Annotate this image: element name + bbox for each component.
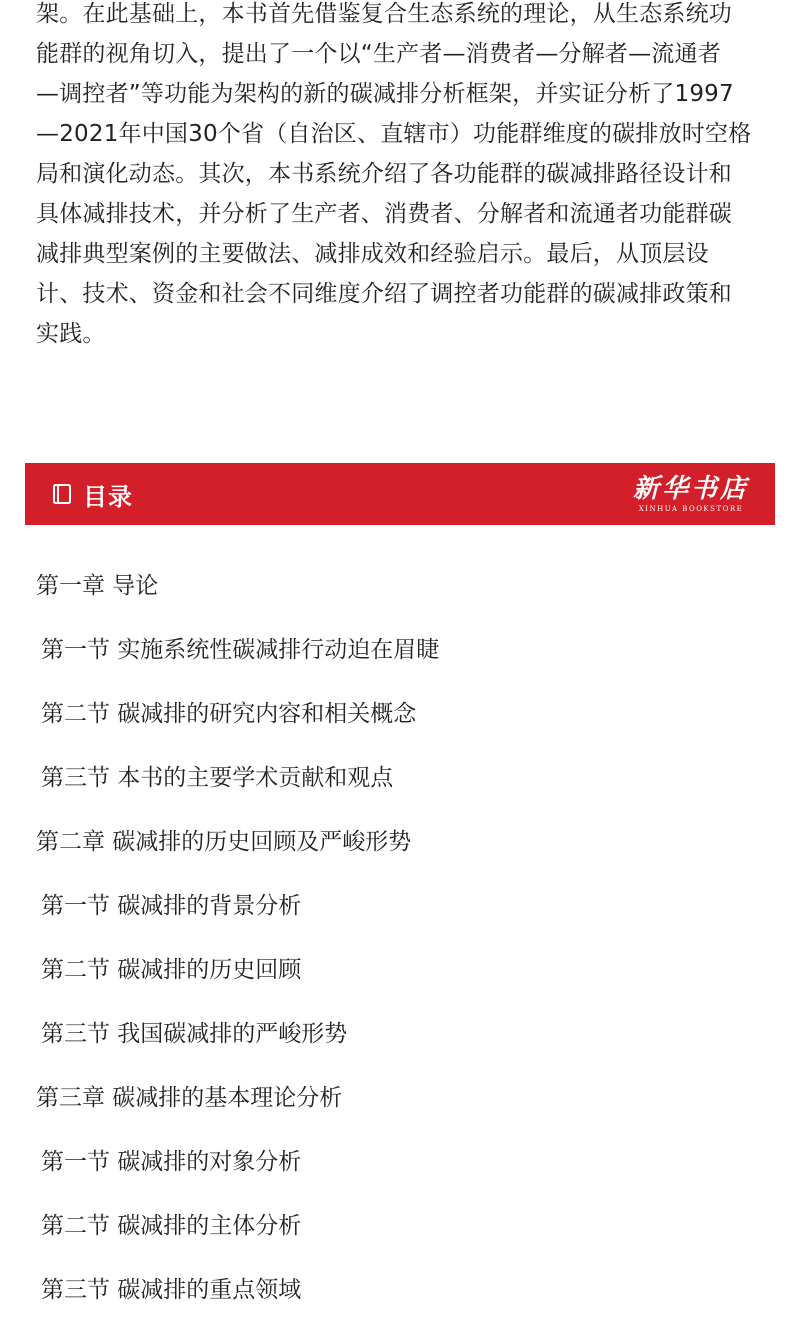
description-line: 架。在此基础上，本书首先借鉴复合生态系统的理论，从生态系统功	[36, 1, 732, 27]
toc-section: 第三节 我国碳减排的严峻形势	[41, 1021, 348, 1047]
toc-chapter: 第三章 碳减排的基本理论分析	[36, 1085, 343, 1111]
toc-chapter: 第二章 碳减排的历史回顾及严峻形势	[36, 829, 412, 855]
toc-section: 第二节 碳减排的历史回顾	[41, 957, 302, 983]
xinhua-bookstore-logo	[633, 475, 749, 513]
description-line: 计、技术、资金和社会不同维度介绍了调控者功能群的碳减排政策和	[36, 281, 732, 307]
toc-section: 第三节 碳减排的重点领域	[41, 1277, 302, 1303]
description-line: 减排典型案例的主要做法、减排成效和经验启示。最后，从顶层设	[36, 241, 709, 267]
toc-section: 第一节 实施系统性碳减排行动迫在眉睫	[41, 637, 440, 663]
toc-section: 第二节 碳减排的研究内容和相关概念	[41, 701, 417, 727]
description-line: —调控者”等功能为架构的新的碳减排分析框架，并实证分析了1997	[36, 81, 734, 107]
toc-title-group	[51, 477, 133, 512]
table-of-contents	[36, 566, 439, 1334]
brand-chinese: 新华书店	[632, 474, 749, 504]
book-description	[36, 0, 760, 354]
description-line: 局和演化动态。其次，本书系统介绍了各功能群的碳减排路径设计和	[36, 161, 732, 187]
toc-title: 目录	[83, 482, 133, 511]
toc-section: 第一节 碳减排的对象分析	[41, 1149, 302, 1175]
toc-section: 第三节 本书的主要学术贡献和观点	[41, 765, 394, 791]
brand-english: XINHUA BOOKSTORE	[638, 505, 744, 513]
toc-chapter: 第一章 导论	[36, 573, 159, 599]
toc-header-banner	[25, 463, 775, 525]
description-line: 能群的视角切入，提出了一个以“生产者—消费者—分解者—流通者	[36, 41, 721, 67]
description-line: 具体减排技术，并分析了生产者、消费者、分解者和流通者功能群碳	[36, 201, 732, 227]
toc-section: 第一节 碳减排的背景分析	[41, 893, 302, 919]
toc-section: 第二节 碳减排的主体分析	[41, 1213, 302, 1239]
description-line: —2021年中国30个省（自治区、直辖市）功能群维度的碳排放时空格	[36, 121, 752, 147]
description-line: 实践。	[36, 321, 106, 347]
book-icon	[51, 483, 73, 505]
